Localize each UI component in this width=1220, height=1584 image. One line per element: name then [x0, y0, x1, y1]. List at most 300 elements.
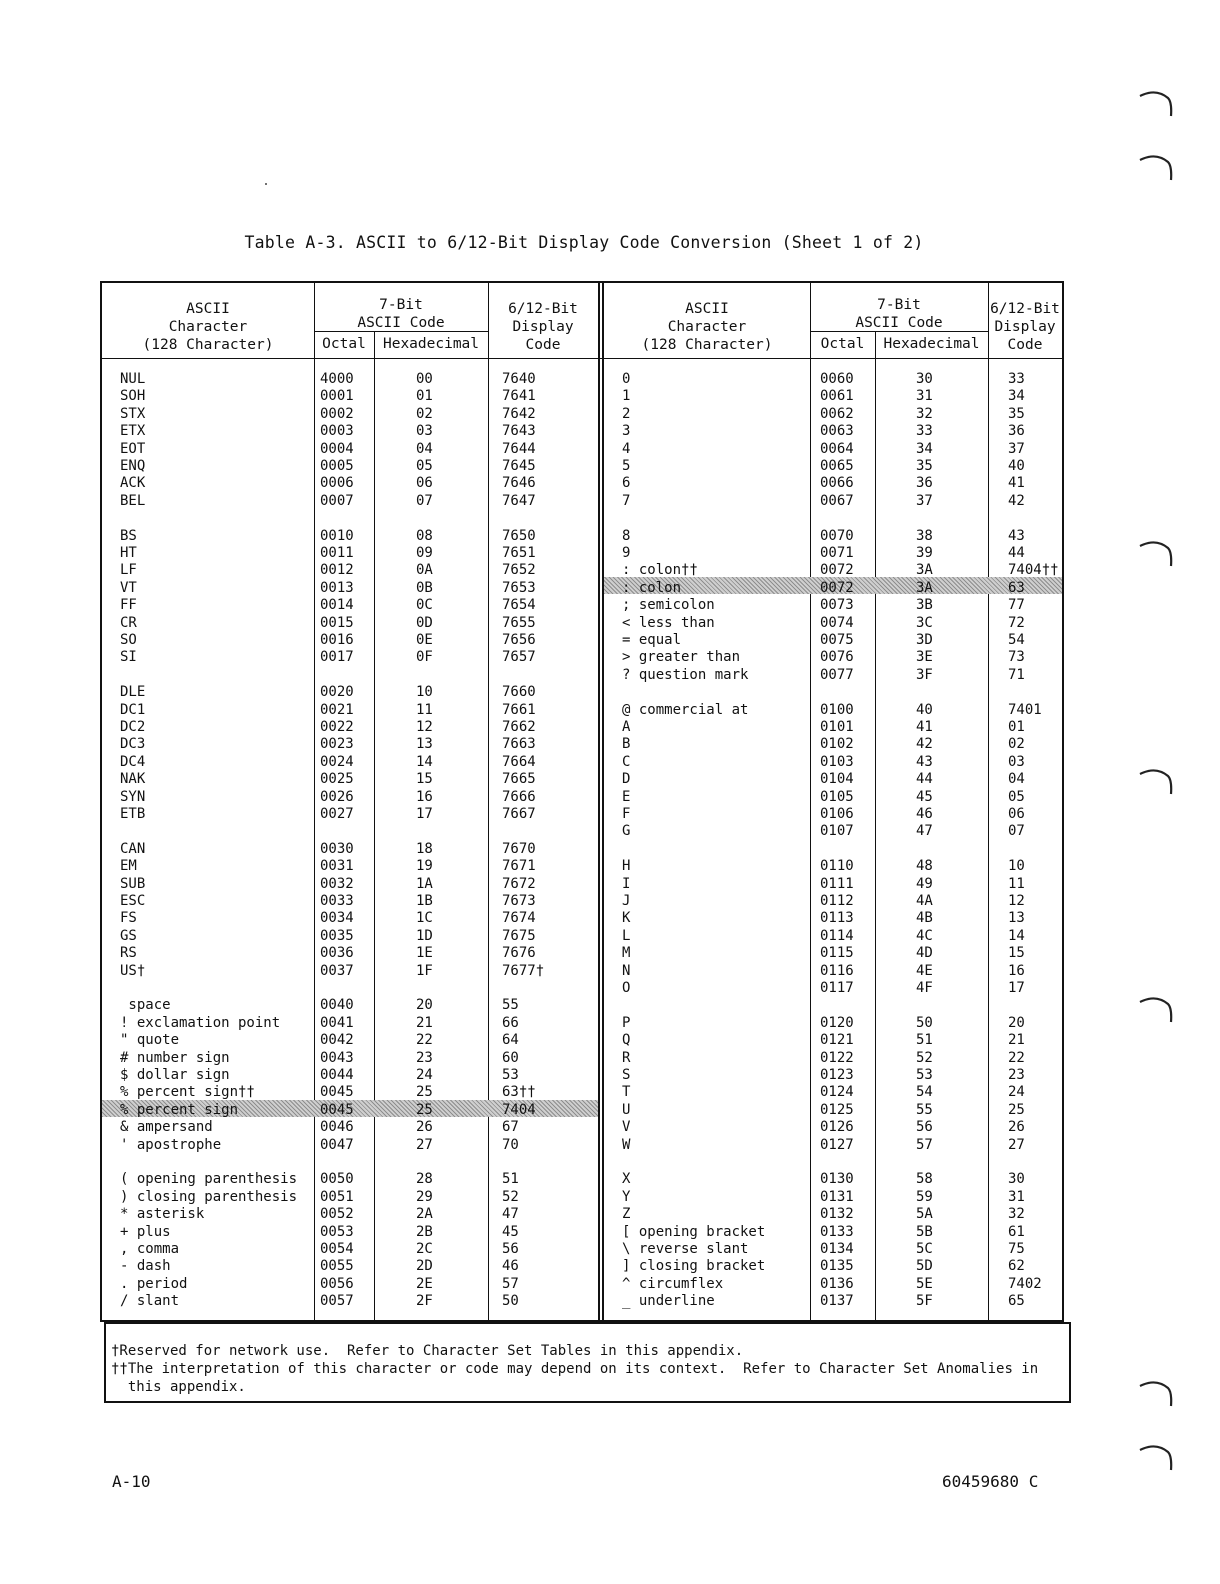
header-hex-left: Hexadecimal: [382, 336, 480, 352]
right-table-row: [102, 388, 1062, 405]
left-cell-char: " quote: [120, 1032, 180, 1049]
right-cell-char: Y: [622, 1188, 631, 1205]
left-cell-char: SOH: [120, 388, 146, 405]
right-cell-code: 31: [1008, 1188, 1025, 1205]
right-cell-octal: 0136: [820, 1275, 854, 1292]
right-cell-hex: 56: [916, 1119, 933, 1136]
right-table-row: [102, 806, 1062, 823]
right-cell-octal: 0076: [820, 649, 854, 666]
right-cell-octal: 0122: [820, 1049, 854, 1066]
right-cell-hex: 54: [916, 1084, 933, 1101]
right-table-row: [102, 1206, 1062, 1223]
left-cell-code: 67: [502, 1119, 519, 1136]
right-cell-char: L: [622, 927, 631, 944]
right-cell-hex: 55: [916, 1101, 933, 1118]
left-cell-char: BEL: [120, 492, 146, 509]
right-cell-octal: 0073: [820, 597, 854, 614]
right-cell-hex: 4D: [916, 945, 933, 962]
right-cell-hex: 5D: [916, 1258, 933, 1275]
left-cell-octal: 0015: [320, 614, 354, 631]
left-cell-octal: 0057: [320, 1293, 354, 1310]
right-table-row: [102, 684, 1062, 701]
right-cell-code: 15: [1008, 945, 1025, 962]
left-cell-hex: 1D: [416, 927, 433, 944]
left-cell-hex: 12: [416, 719, 433, 735]
right-cell-octal: 0071: [820, 545, 854, 561]
left-cell-char: NAK: [120, 771, 146, 788]
right-cell-code: 7401: [1008, 701, 1042, 718]
right-table-row: [102, 1189, 1062, 1206]
left-cell-char: DLE: [120, 684, 146, 701]
right-cell-char: ; semicolon: [622, 597, 715, 614]
left-cell-char: + plus: [120, 1223, 171, 1240]
right-cell-hex: 45: [916, 788, 933, 805]
right-cell-code: 21: [1008, 1032, 1025, 1049]
right-cell-char: 1: [622, 388, 631, 405]
left-cell-octal: 0051: [320, 1188, 354, 1205]
right-cell-hex: 48: [916, 858, 933, 875]
right-cell-octal: 0115: [820, 945, 854, 962]
right-cell-char: W: [622, 1136, 631, 1153]
right-cell-code: 06: [1008, 806, 1025, 822]
right-cell-code: 16: [1008, 962, 1025, 979]
right-cell-hex: 40: [916, 701, 933, 718]
left-cell-octal: 0004: [320, 440, 354, 457]
right-table-row: [102, 876, 1062, 893]
right-table-row: [102, 1258, 1062, 1275]
right-cell-code: 03: [1008, 753, 1025, 770]
right-cell-char: O: [622, 980, 631, 996]
right-table-row: [102, 1276, 1062, 1293]
header-7bit-right: 7-Bit ASCII Code: [855, 297, 943, 331]
right-table-row: [102, 771, 1062, 788]
left-cell-char: - dash: [120, 1258, 171, 1275]
right-table-row: [102, 458, 1062, 475]
right-table-row: [102, 475, 1062, 492]
right-cell-octal: 0075: [820, 632, 854, 648]
right-cell-octal: 0062: [820, 405, 854, 422]
header-ascii-character-left: ASCII Character (128 Character): [142, 301, 274, 353]
right-table-row: [102, 1102, 1062, 1119]
right-cell-octal: 0131: [820, 1188, 854, 1205]
left-cell-char: DC1: [120, 701, 146, 718]
right-cell-hex: 37: [916, 492, 933, 509]
left-cell-code: 7645: [502, 458, 536, 474]
left-cell-hex: 05: [416, 458, 433, 474]
left-cell-code: 7655: [502, 614, 536, 631]
speck-dot: [265, 183, 267, 185]
left-cell-char: / slant: [120, 1293, 180, 1310]
right-cell-char: @ commercial at: [622, 701, 749, 718]
right-cell-code: 25: [1008, 1101, 1025, 1118]
right-cell-hex: 3A: [916, 579, 933, 596]
right-table-row: [102, 1032, 1062, 1049]
left-cell-char: % percent sign: [120, 1101, 239, 1118]
left-cell-octal: 0030: [320, 840, 354, 857]
left-cell-char: ENQ: [120, 458, 146, 474]
left-cell-char: LF: [120, 562, 137, 579]
left-cell-char: GS: [120, 927, 137, 944]
right-cell-octal: 0060: [820, 371, 854, 387]
right-cell-code: 62: [1008, 1258, 1025, 1275]
right-cell-hex: 35: [916, 458, 933, 474]
left-cell-octal: 0007: [320, 492, 354, 509]
right-table-row: [102, 1224, 1062, 1241]
right-cell-hex: 41: [916, 719, 933, 735]
left-cell-code: 7650: [502, 527, 536, 544]
right-cell-code: 40: [1008, 458, 1025, 474]
left-cell-octal: 0046: [320, 1119, 354, 1136]
right-cell-octal: 0077: [820, 666, 854, 683]
right-cell-code: 34: [1008, 388, 1025, 405]
left-cell-hex: 2B: [416, 1223, 433, 1240]
right-cell-octal: 0067: [820, 492, 854, 509]
right-table-row: [102, 597, 1062, 614]
left-cell-char: & ampersand: [120, 1119, 213, 1136]
right-cell-code: 61: [1008, 1223, 1025, 1240]
right-table-row: [102, 493, 1062, 510]
left-cell-code: 45: [502, 1223, 519, 1240]
footnote-2-cont: this appendix.: [111, 1379, 246, 1395]
right-cell-hex: 50: [916, 1014, 933, 1031]
right-cell-octal: 0111: [820, 875, 854, 892]
right-cell-octal: 0106: [820, 806, 854, 822]
left-cell-hex: 23: [416, 1049, 433, 1066]
right-cell-octal: 0065: [820, 458, 854, 474]
left-cell-hex: 0A: [416, 562, 433, 579]
right-cell-char: 8: [622, 527, 631, 544]
left-cell-code: 7642: [502, 405, 536, 422]
right-cell-hex: 4B: [916, 910, 933, 927]
right-cell-char: N: [622, 962, 631, 979]
left-cell-octal: 0042: [320, 1032, 354, 1049]
right-cell-char: 7: [622, 492, 631, 509]
left-cell-octal: 0053: [320, 1223, 354, 1240]
right-cell-octal: 0116: [820, 962, 854, 979]
left-cell-octal: 0020: [320, 684, 354, 701]
right-cell-code: 43: [1008, 527, 1025, 544]
left-cell-code: 70: [502, 1136, 519, 1153]
left-cell-code: 7673: [502, 893, 536, 909]
left-cell-code: 56: [502, 1241, 519, 1257]
left-cell-code: 60: [502, 1049, 519, 1066]
left-cell-code: 52: [502, 1188, 519, 1205]
right-cell-octal: 0063: [820, 423, 854, 440]
right-cell-code: 7404††: [1008, 562, 1059, 579]
right-table-row: [102, 528, 1062, 545]
left-cell-code: 7677†: [502, 962, 545, 979]
right-table-row: [102, 823, 1062, 840]
left-cell-octal: 0034: [320, 910, 354, 927]
right-table-row: [102, 667, 1062, 684]
left-cell-hex: 24: [416, 1067, 433, 1083]
right-cell-hex: 30: [916, 371, 933, 387]
left-cell-code: 66: [502, 1014, 519, 1031]
right-cell-code: 36: [1008, 423, 1025, 440]
left-cell-octal: 0031: [320, 858, 354, 875]
left-cell-hex: 08: [416, 527, 433, 544]
left-cell-hex: 18: [416, 840, 433, 857]
left-cell-hex: 17: [416, 806, 433, 822]
right-cell-code: 04: [1008, 771, 1025, 788]
right-cell-char: I: [622, 875, 631, 892]
left-cell-hex: 25: [416, 1101, 433, 1118]
left-cell-code: 63††: [502, 1084, 536, 1101]
left-cell-hex: 1F: [416, 962, 433, 979]
right-cell-code: 44: [1008, 545, 1025, 561]
conversion-table: [100, 281, 1064, 1322]
right-cell-hex: 47: [916, 823, 933, 840]
right-cell-hex: 3B: [916, 597, 933, 614]
right-cell-octal: 0064: [820, 440, 854, 457]
right-cell-code: 07: [1008, 823, 1025, 840]
right-cell-code: 20: [1008, 1014, 1025, 1031]
header-octal-right: Octal: [820, 336, 865, 352]
left-cell-octal: 0023: [320, 736, 354, 753]
right-cell-octal: 0070: [820, 527, 854, 544]
right-cell-hex: 44: [916, 771, 933, 788]
right-cell-hex: 33: [916, 423, 933, 440]
right-cell-char: K: [622, 910, 631, 927]
left-cell-hex: 2E: [416, 1275, 433, 1292]
right-cell-octal: 0137: [820, 1293, 854, 1310]
left-cell-char: % percent sign††: [120, 1084, 255, 1101]
left-cell-char: SO: [120, 632, 137, 648]
right-cell-octal: 0103: [820, 753, 854, 770]
left-cell-char: ! exclamation point: [120, 1014, 281, 1031]
right-cell-code: 37: [1008, 440, 1025, 457]
right-cell-octal: 0061: [820, 388, 854, 405]
right-cell-code: 33: [1008, 371, 1025, 387]
right-cell-char: H: [622, 858, 631, 875]
left-cell-octal: 0022: [320, 719, 354, 735]
right-cell-code: 73: [1008, 649, 1025, 666]
right-cell-char: 4: [622, 440, 631, 457]
right-cell-char: 6: [622, 475, 631, 492]
right-table-row: [102, 945, 1062, 962]
left-cell-char: SYN: [120, 788, 146, 805]
right-cell-octal: 0130: [820, 1171, 854, 1188]
right-cell-octal: 0135: [820, 1258, 854, 1275]
left-cell-char: , comma: [120, 1241, 180, 1257]
right-cell-code: 17: [1008, 980, 1025, 996]
right-cell-code: 71: [1008, 666, 1025, 683]
left-cell-char: ETB: [120, 806, 146, 822]
right-cell-octal: 0101: [820, 719, 854, 735]
right-cell-hex: 57: [916, 1136, 933, 1153]
left-cell-octal: 0021: [320, 701, 354, 718]
right-cell-hex: 53: [916, 1067, 933, 1083]
right-cell-hex: 3A: [916, 562, 933, 579]
right-cell-code: 11: [1008, 875, 1025, 892]
right-cell-hex: 32: [916, 405, 933, 422]
left-cell-code: 7657: [502, 649, 536, 666]
left-cell-code: 7652: [502, 562, 536, 579]
left-cell-char: ESC: [120, 893, 146, 909]
left-cell-code: 51: [502, 1171, 519, 1188]
right-cell-char: < less than: [622, 614, 715, 631]
left-cell-octal: 0003: [320, 423, 354, 440]
left-cell-code: 47: [502, 1206, 519, 1223]
left-cell-octal: 0047: [320, 1136, 354, 1153]
right-table-row: [102, 1171, 1062, 1188]
right-cell-char: E: [622, 788, 631, 805]
right-cell-hex: 46: [916, 806, 933, 822]
right-table-row: [102, 702, 1062, 719]
right-cell-char: X: [622, 1171, 631, 1188]
right-table-row: [102, 1050, 1062, 1067]
right-cell-char: P: [622, 1014, 631, 1031]
right-cell-octal: 0120: [820, 1014, 854, 1031]
left-cell-octal: 0050: [320, 1171, 354, 1188]
left-cell-code: 7675: [502, 927, 536, 944]
left-cell-code: 7662: [502, 719, 536, 735]
right-cell-hex: 31: [916, 388, 933, 405]
right-cell-code: 63: [1008, 579, 1025, 596]
left-cell-char: DC3: [120, 736, 146, 753]
right-cell-hex: 42: [916, 736, 933, 753]
left-cell-octal: 0024: [320, 753, 354, 770]
right-table-row: [102, 441, 1062, 458]
left-cell-hex: 29: [416, 1188, 433, 1205]
right-cell-code: 32: [1008, 1206, 1025, 1223]
right-table-row: [102, 615, 1062, 632]
left-cell-octal: 0016: [320, 632, 354, 648]
left-cell-char: DC2: [120, 719, 146, 735]
right-cell-octal: 0104: [820, 771, 854, 788]
footnote-2: ††The interpretation of this character or code may depend on its context. Refer to Character Set Anomalies in: [111, 1361, 1039, 1377]
left-cell-code: 53: [502, 1067, 519, 1083]
right-cell-char: T: [622, 1084, 631, 1101]
left-cell-octal: 4000: [320, 371, 354, 387]
right-table-row: [102, 632, 1062, 649]
left-cell-hex: 10: [416, 684, 433, 701]
right-table-row: [102, 649, 1062, 666]
right-cell-char: 0: [622, 371, 631, 387]
left-cell-hex: 25: [416, 1084, 433, 1101]
left-cell-char: EOT: [120, 440, 146, 457]
left-cell-hex: 1B: [416, 893, 433, 909]
right-cell-code: 14: [1008, 927, 1025, 944]
left-cell-hex: 1E: [416, 945, 433, 962]
right-cell-char: ] closing bracket: [622, 1258, 766, 1275]
right-table-row: [102, 1154, 1062, 1171]
left-cell-code: 7643: [502, 423, 536, 440]
right-cell-octal: 0072: [820, 579, 854, 596]
left-cell-char: SUB: [120, 875, 146, 892]
right-cell-char: D: [622, 771, 631, 788]
left-cell-char: space: [120, 997, 171, 1014]
left-cell-char: EM: [120, 858, 137, 875]
left-cell-code: 7674: [502, 910, 536, 927]
right-cell-hex: 5B: [916, 1223, 933, 1240]
left-cell-hex: 26: [416, 1119, 433, 1136]
right-table-row: [102, 562, 1062, 579]
right-cell-octal: 0134: [820, 1241, 854, 1257]
left-cell-code: 7647: [502, 492, 536, 509]
left-cell-octal: 0052: [320, 1206, 354, 1223]
margin-mark-icon: [1138, 1442, 1174, 1472]
left-cell-octal: 0035: [320, 927, 354, 944]
left-cell-octal: 0005: [320, 458, 354, 474]
left-cell-code: 64: [502, 1032, 519, 1049]
right-cell-hex: 4E: [916, 962, 933, 979]
left-cell-octal: 0045: [320, 1084, 354, 1101]
right-table-row: [102, 841, 1062, 858]
right-cell-char: : colon: [622, 579, 682, 596]
right-cell-char: 3: [622, 423, 631, 440]
right-cell-char: U: [622, 1101, 631, 1118]
right-table-row: [102, 1119, 1062, 1136]
left-cell-code: 7656: [502, 632, 536, 648]
right-cell-code: 12: [1008, 893, 1025, 909]
left-cell-char: FS: [120, 910, 137, 927]
right-cell-hex: 4A: [916, 893, 933, 909]
right-cell-code: 01: [1008, 719, 1025, 735]
left-cell-code: 7676: [502, 945, 536, 962]
header-display-right: 6/12-Bit Display Code: [990, 301, 1060, 353]
footnote-1: †Reserved for network use. Refer to Character Set Tables in this appendix.: [111, 1343, 744, 1359]
left-cell-hex: 19: [416, 858, 433, 875]
left-cell-octal: 0025: [320, 771, 354, 788]
right-table-row: [102, 510, 1062, 527]
left-cell-octal: 0044: [320, 1067, 354, 1083]
left-cell-code: 7667: [502, 806, 536, 822]
left-cell-hex: 0C: [416, 597, 433, 614]
right-cell-hex: 34: [916, 440, 933, 457]
right-table-row: [102, 1137, 1062, 1154]
right-cell-hex: 4F: [916, 980, 933, 996]
left-cell-char: * asterisk: [120, 1206, 205, 1223]
left-cell-hex: 0E: [416, 632, 433, 648]
left-cell-octal: 0026: [320, 788, 354, 805]
right-table-row: [102, 893, 1062, 910]
left-cell-hex: 0B: [416, 579, 433, 596]
left-cell-octal: 0017: [320, 649, 354, 666]
right-cell-hex: 5E: [916, 1275, 933, 1292]
right-cell-code: 65: [1008, 1293, 1025, 1310]
right-cell-char: ? question mark: [622, 666, 749, 683]
left-cell-octal: 0037: [320, 962, 354, 979]
left-cell-char: DC4: [120, 753, 146, 770]
right-table-row: [102, 754, 1062, 771]
right-cell-octal: 0125: [820, 1101, 854, 1118]
right-cell-char: J: [622, 893, 631, 909]
left-cell-code: 7671: [502, 858, 536, 875]
left-cell-char: ETX: [120, 423, 146, 440]
left-cell-hex: 2C: [416, 1241, 433, 1257]
right-cell-char: > greater than: [622, 649, 741, 666]
left-cell-hex: 13: [416, 736, 433, 753]
left-cell-char: ACK: [120, 475, 146, 492]
left-cell-hex: 16: [416, 788, 433, 805]
right-cell-octal: 0072: [820, 562, 854, 579]
right-table-row: [102, 1241, 1062, 1258]
left-cell-hex: 07: [416, 492, 433, 509]
right-cell-char: _ underline: [622, 1293, 715, 1310]
margin-mark-icon: [1138, 152, 1174, 182]
right-table-row: [102, 1015, 1062, 1032]
left-cell-hex: 06: [416, 475, 433, 492]
right-cell-hex: 58: [916, 1171, 933, 1188]
right-cell-char: [ opening bracket: [622, 1223, 766, 1240]
left-cell-code: 7664: [502, 753, 536, 770]
left-cell-code: 7644: [502, 440, 536, 457]
right-cell-code: 41: [1008, 475, 1025, 492]
left-cell-hex: 01: [416, 388, 433, 405]
left-cell-code: 7660: [502, 684, 536, 701]
right-cell-char: G: [622, 823, 631, 840]
